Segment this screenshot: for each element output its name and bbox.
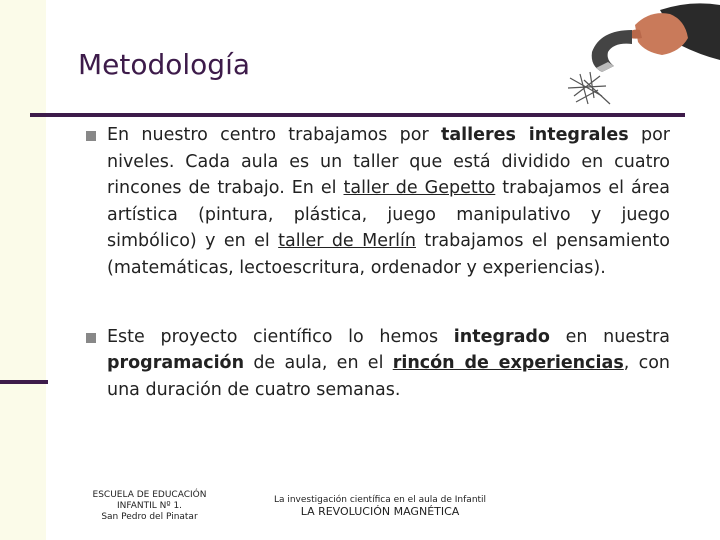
bullet-text-bold: integrado bbox=[453, 326, 550, 347]
bullet-text-underlined: taller de Merlín bbox=[278, 231, 416, 252]
bullet-text-bold: programación bbox=[107, 353, 245, 374]
footer-school-line: San Pedro del Pinatar bbox=[101, 512, 198, 522]
bullet-square-icon bbox=[86, 333, 96, 343]
bullet-list bbox=[86, 120, 670, 403]
bullet-text-segment: por niveles. Cada aula es un taller que está dividido en cuatro rincones de trabajo. En el bbox=[107, 125, 670, 199]
bullet-text-underlined: taller de Gepetto bbox=[343, 178, 496, 199]
footer-project bbox=[250, 494, 510, 518]
bullet-text-bold-underlined: rincón de experiencias bbox=[392, 353, 624, 374]
left-band bbox=[0, 0, 46, 540]
bullet-text-segment: Este proyecto científico lo hemos bbox=[107, 326, 454, 347]
left-divider bbox=[0, 380, 48, 384]
bullet-item bbox=[86, 122, 670, 282]
footer-school-line: ESCUELA DE EDUCACIÓN bbox=[92, 490, 207, 500]
bullet-text bbox=[107, 125, 670, 278]
footer-school-line: INFANTIL Nº 1. bbox=[116, 501, 183, 511]
bullet-text-segment: En nuestro centro trabajamos por bbox=[107, 125, 441, 145]
bullet-text-bold: talleres integrales bbox=[440, 125, 629, 145]
bullet-text-segment: trabajamos el área artística (pintura, plástica, juego manipulativo y juego simbólico) y en el bbox=[107, 178, 671, 252]
footer-school bbox=[92, 490, 207, 523]
bullet-text-segment: , con una duración de cuatro semanas. bbox=[107, 353, 670, 400]
bullet-text-segment: trabajamos el pensamiento (matemáticas, lectoescritura, ordenador y experiencias). bbox=[107, 231, 670, 278]
bullet-text-segment: en nuestra bbox=[549, 326, 670, 347]
bullet-item bbox=[86, 324, 670, 404]
slide-title: Metodología bbox=[78, 48, 251, 81]
footer-project-title: LA REVOLUCIÓN MAGNÉTICA bbox=[300, 505, 460, 518]
bullet-square-icon bbox=[86, 131, 96, 141]
magnet-in-hand-illustration bbox=[540, 0, 720, 120]
bullet-text bbox=[107, 327, 670, 400]
footer-subtitle: La investigación científica en el aula de Infantil bbox=[273, 495, 487, 505]
bullet-text-segment: de aula, en el bbox=[244, 353, 393, 374]
